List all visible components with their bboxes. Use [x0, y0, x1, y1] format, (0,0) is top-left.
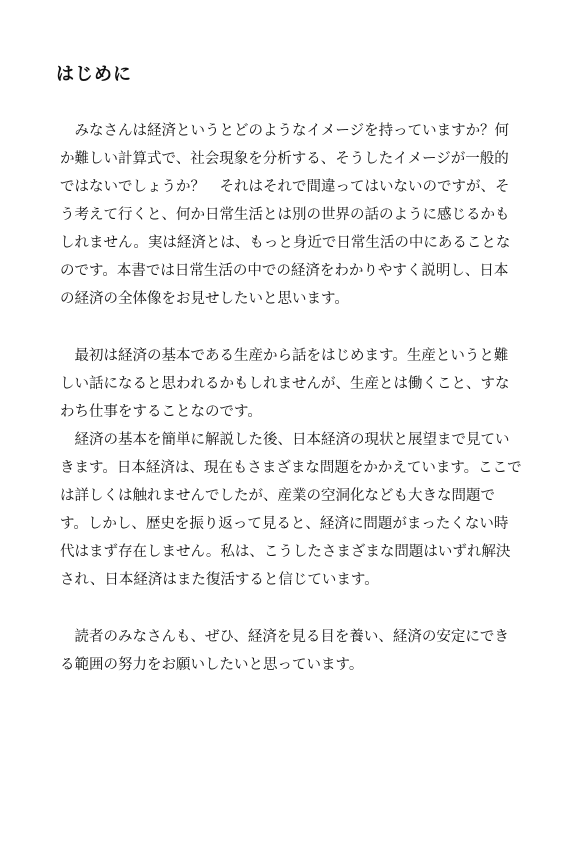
- paragraph: 経済の基本を簡単に解説した後、日本経済の現状と展望まで見ていきます。日本経済は、現在もさまざまな問題をかかえています。ここでは詳しくは触れませんでしたが、産業の空洞化なども大きな問題です。しかし、歴史を振り返って見ると、経済に問題がまったくない時代はまず存在しません。私は、こうしたさまざまな問題はいずれ解決され、日本経済はまた復活すると信じています。: [60, 432, 522, 588]
- paragraph: みなさんは経済というとどのようなイメージを持っていますか？何か難しい計算式で、社会現象を分析する、そうしたイメージが一般的ではないでしょうか？ それはそれで間違ってはいないのですが、そう考えて行くと、何か日常生活とは別の世界の話のように感じるかもしれません。実は経済とは、もっと身近で日常生活の中にあることなのです。本書では日常生活の中での経済をわかりやすく説明し、日本の経済の全体像をお見せしたいと思います。: [60, 123, 511, 307]
- paragraph: 読者のみなさんも、ぜひ、経済を見る目を養い、経済の安定にできる範囲の努力をお願いしたいと思っています。: [60, 629, 509, 673]
- page-title: はじめに: [56, 64, 132, 85]
- section-closing: [60, 623, 522, 679]
- section-intro: [60, 117, 522, 313]
- paragraph: 最初は経済の基本である生産から話をはじめます。生産というと難しい話になると思われるかもしれませんが、生産とは働くこと、すなわち仕事をすることなのです。: [60, 348, 510, 420]
- section-main: [60, 342, 522, 594]
